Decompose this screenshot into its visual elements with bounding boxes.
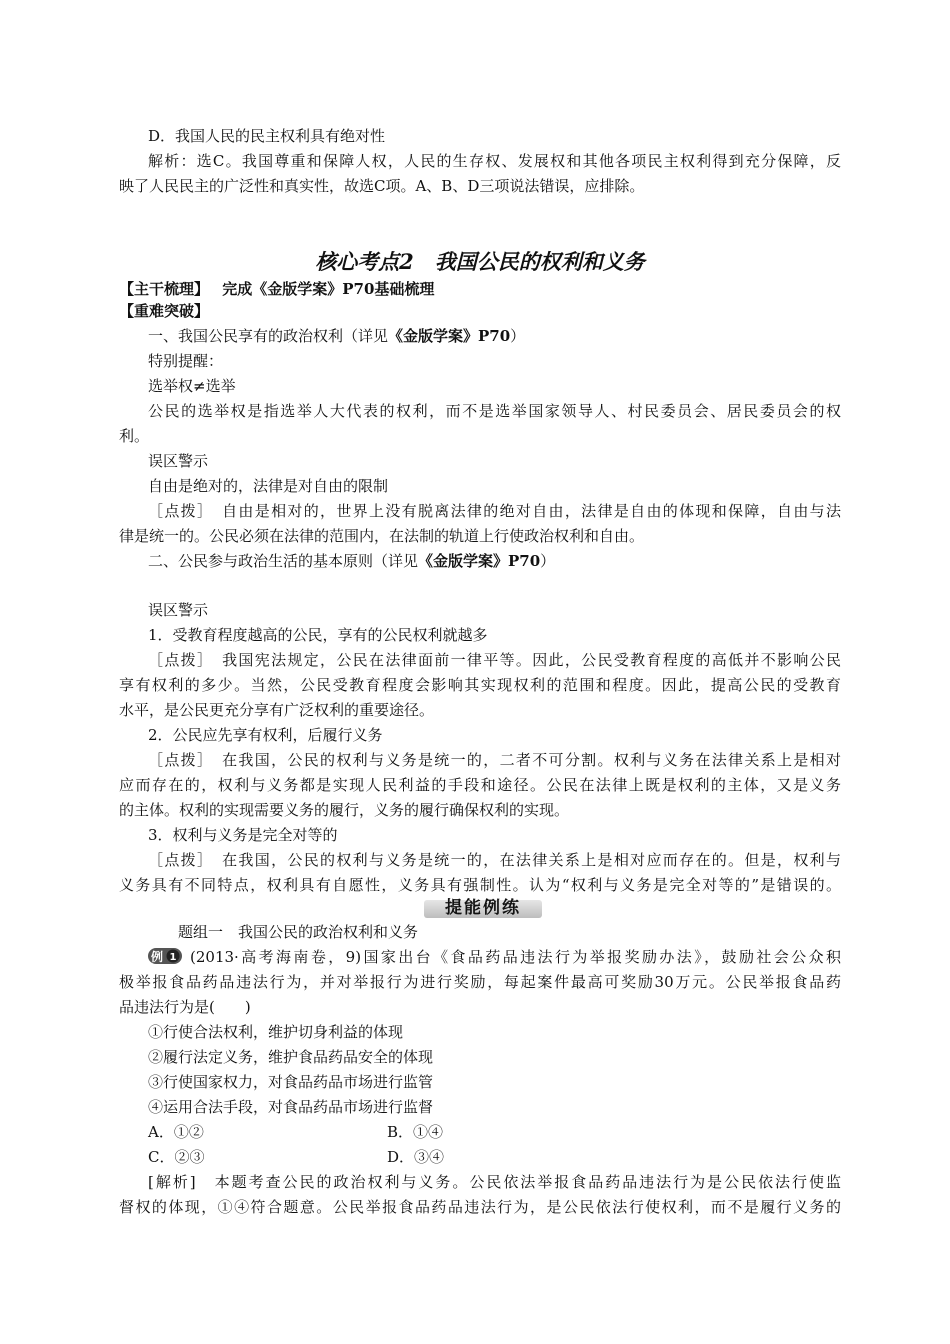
mistake-3-tip-line-1: ［点拨］ 在我国，公民的权利与义务是统一的，在法律关系上是相对应而存在的。但是，权利与 [148,851,841,869]
tip-line-1: ［点拨］ 自由是相对的，世界上没有脱离法律的绝对自由，法律是自由的体现和保障，自由与法 [148,502,841,520]
options-row-1 [148,1120,841,1145]
key-points-label: 【重难突破】 [119,302,210,320]
example-badge-icon [148,947,184,965]
answer-line-2: 督权的体现，①④符合题意。公民举报食品药品违法行为，是公民依法行使权利，而不是履行义务的 [119,1198,841,1216]
mistake-warning-1: 误区警示 [148,452,209,470]
question-line-2: 极举报食品药品违法行为，并对举报行为进行奖励，每起案件最高可奖励30万元。公民举报食品药 [119,973,841,991]
option-b: B．①④ [387,1123,444,1141]
practice-banner [424,896,542,920]
reminder-desc-line-1: 公民的选举权是指选举人大代表的权利，而不是选举国家领导人、村民委员会、居民委员会的权 [148,402,841,420]
part2-heading [148,549,841,574]
tip-line-2: 律是统一的。公民必须在法律的范围内，在法制的轨道上行使政治权利和自由。 [119,527,645,545]
option-a: A．①② [148,1123,204,1141]
option-c: C．②③ [148,1148,205,1166]
analysis-line-1: 解析：选C。我国尊重和保障人权，人民的生存权、发展权和其他各项民主权利得到充分保障，反 [148,152,841,170]
option-d-choice: D．③④ [387,1148,445,1166]
analysis-line-2: 映了人民民主的广泛性和真实性，故选C项。A、B、D三项说法错误，应排除。 [119,177,645,195]
reminder-point: 选举权≠选举 [148,377,236,395]
mistake-2-tip-line-1: ［点拨］ 在我国，公民的权利与义务是统一的，二者不可分割。权利与义务在法律关系上是相对 [148,751,841,769]
part1-heading-close: ） [510,327,526,345]
mistake-1-tip-line-2: 享有权利的多少。当然，公民受教育程度会影响其实现权利的范围和程度。因此，提高公民的受教育 [119,676,841,694]
question-line-3: 品违法行为是( ) [119,998,251,1016]
options-row-2 [148,1145,841,1170]
mistake-1-tip-line-1: ［点拨］ 我国宪法规定，公民在法律面前一律平等。因此，公民受教育程度的高低并不影响公民 [148,651,841,669]
mistake-2-tip-line-3: 的主体。权利的实现需要义务的履行，义务的履行确保权利的实现。 [119,801,570,819]
statement-3: ③行使国家权力，对食品药品市场进行监管 [148,1073,434,1091]
example-badge-char: 例 [150,950,164,964]
mistake-3-tip-line-2: 义务具有不同特点，权利具有自愿性，义务具有强制性。认为“权利与义务是完全对等的”是错误的。 [119,876,841,894]
mistake-claim: 自由是绝对的，法律是对自由的限制 [148,477,389,495]
mistake-1: 1．受教育程度越高的公民，享有的公民权利就越多 [148,626,488,644]
question-text-1: (2013·高考海南卷，9)国家出台《食品药品违法行为举报奖励办法》，鼓励社会公众积 [190,948,841,966]
mistake-1-tip-line-3: 水平，是公民更充分享有广泛权利的重要途径。 [119,701,435,719]
mistake-2: 2．公民应先享有权利，后履行义务 [148,726,383,744]
answer-line-1: [解析] 本题考查公民的政治权利与义务。公民依法举报食品药品违法行为是公民依法行使监 [148,1173,841,1191]
main-points-text: 完成《金版学案》P70基础梳理 [222,280,435,298]
statement-1: ①行使合法权利，维护切身利益的体现 [148,1023,404,1041]
banner-title: 提能例练 [445,898,521,918]
special-reminder: 特别提醒： [148,352,224,370]
mistake-3: 3．权利与义务是完全对等的 [148,826,338,844]
part1-heading [148,324,841,349]
statement-4: ④运用合法手段，对食品药品市场进行监督 [148,1098,434,1116]
part2-heading-book: 《金版学案》P70 [418,552,541,570]
statement-2: ②履行法定义务，维护食品药品安全的体现 [148,1048,434,1066]
question-group-title: 题组一 我国公民的政治权利和义务 [178,923,419,941]
option-d: D．我国人民的民主权利具有绝对性 [148,127,386,145]
part1-heading-text: 一、我国公民享有的政治权利（详见 [148,327,389,345]
example-badge-number: 1 [169,952,177,963]
section-title: 核心考点2 我国公民的权利和义务 [315,249,645,274]
part2-heading-text: 二、公民参与政治生活的基本原则（详见 [148,552,419,570]
part2-heading-close: ） [540,552,556,570]
reminder-desc-line-2: 利。 [119,427,150,445]
main-points-label: 【主干梳理】 [119,280,210,298]
mistake-2-tip-line-2: 应而存在的，权利与义务都是实现人民利益的手段和途径。公民在法律上既是权利的主体，又是义务 [119,776,841,794]
part1-heading-book: 《金版学案》P70 [388,327,511,345]
question-line-1 [148,945,841,970]
mistake-warning-2: 误区警示 [148,601,209,619]
